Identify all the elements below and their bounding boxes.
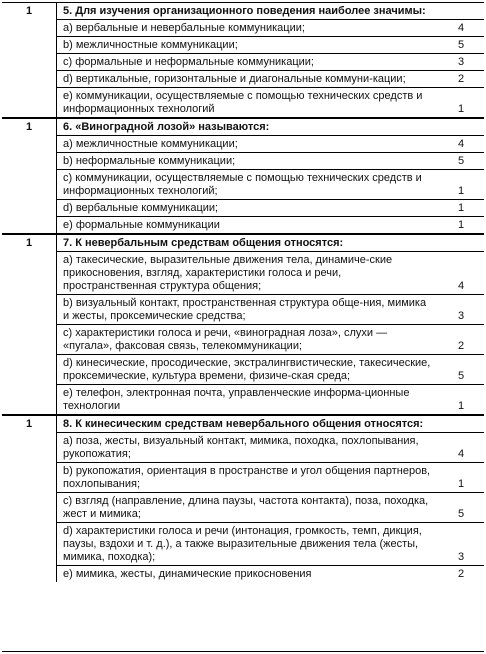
answer-option-score: 1 xyxy=(457,185,465,197)
answer-option-text: e) формальные коммуникации xyxy=(63,219,220,231)
answer-option xyxy=(57,566,484,582)
answer-option-score: 3 xyxy=(457,310,465,322)
answer-option xyxy=(57,252,484,295)
answer-option-score: 5 xyxy=(457,508,465,520)
answer-option xyxy=(57,217,484,233)
test-table xyxy=(2,2,484,652)
answer-option xyxy=(57,200,484,217)
answer-option-score: 3 xyxy=(457,56,465,68)
question-block xyxy=(2,117,484,233)
answer-option xyxy=(57,493,484,523)
answer-option xyxy=(57,20,484,37)
question-body xyxy=(57,416,484,582)
answer-option xyxy=(57,355,484,385)
answer-option-score: 5 xyxy=(457,39,465,51)
answer-option-score: 4 xyxy=(457,138,465,150)
question-title: 5. Для изучения организационного поведения наиболее значимы: xyxy=(57,3,484,20)
answer-option xyxy=(57,153,484,170)
answer-option-text: b) неформальные коммуникации; xyxy=(63,155,236,167)
answer-option-score: 5 xyxy=(457,370,465,382)
answer-option-text: d) вербальные коммуникации; xyxy=(63,202,219,214)
question-weight: 1 xyxy=(2,119,57,233)
question-body xyxy=(57,3,484,117)
question-block xyxy=(2,414,484,582)
answer-option xyxy=(57,325,484,355)
answer-option-text: a) межличностные коммуникации; xyxy=(63,138,238,150)
question-block xyxy=(2,233,484,414)
answer-option xyxy=(57,523,484,566)
answer-option-text: c) формальные и неформальные коммуникации; xyxy=(63,56,314,68)
answer-option-score: 1 xyxy=(457,202,465,214)
answer-option-text: a) вербальные и невербальные коммуникации; xyxy=(63,22,305,34)
question-body xyxy=(57,235,484,414)
answer-option-score: 2 xyxy=(457,568,465,580)
answer-option-text: b) рукопожатия, ориентация в пространстве и угол общения партнеров, похлопывания; xyxy=(63,465,431,490)
answer-option-score: 2 xyxy=(457,340,465,352)
question-weight: 1 xyxy=(2,416,57,582)
answer-option-score: 1 xyxy=(457,103,465,115)
answer-option-score: 5 xyxy=(457,155,465,167)
answer-option xyxy=(57,71,484,88)
answer-option-score: 1 xyxy=(457,478,465,490)
answer-option xyxy=(57,463,484,493)
answer-option-text: a) такесические, выразительные движения тела, динамиче-ские прикосновения, взгляд, характеристики голоса и речи, пространственная структура общения; xyxy=(63,254,393,292)
answer-option-score: 2 xyxy=(457,73,465,85)
answer-option-text: b) межличностные коммуникации; xyxy=(63,39,238,51)
answer-option xyxy=(57,54,484,71)
answer-option xyxy=(57,170,484,200)
question-block xyxy=(2,3,484,117)
answer-option xyxy=(57,136,484,153)
answer-option-text: d) вертикальные, горизонтальные и диагональные коммуни-кации; xyxy=(63,73,406,85)
answer-option-score: 4 xyxy=(457,22,465,34)
answer-option-score: 4 xyxy=(457,280,465,292)
answer-option xyxy=(57,88,484,117)
answer-option-text: e) коммуникации, осуществляемые с помощью технических средств и информационных технологий xyxy=(63,90,423,115)
answer-option-text: d) кинесические, просодические, экстралингвистические, такесические, проксемические, культура времени, физиче-ская среда; xyxy=(63,357,431,382)
answer-option xyxy=(57,295,484,325)
answer-option-score: 4 xyxy=(457,448,465,460)
answer-option-text: e) мимика, жесты, динамические прикосновения xyxy=(63,568,312,580)
answer-option-text: c) коммуникации, осуществляемые с помощью технических средств и информационных технологий; xyxy=(63,172,422,197)
answer-option xyxy=(57,385,484,414)
answer-option-text: c) взгляд (направление, длина паузы, частота контакта), поза, походка, жест и мимика; xyxy=(63,495,429,520)
answer-option-score: 3 xyxy=(457,551,465,563)
answer-option-score: 1 xyxy=(457,400,465,412)
answer-option-text: b) визуальный контакт, пространственная структура обще-ния, мимика и жесты, проксемические средства; xyxy=(63,297,427,322)
question-title: 6. «Виноградной лозой» называются: xyxy=(57,119,484,136)
question-weight: 1 xyxy=(2,235,57,414)
answer-option-text: a) поза, жесты, визуальный контакт, мимика, походка, похлопывания, рукопожатия; xyxy=(63,435,419,460)
answer-option-text: e) телефон, электронная почта, управленческие информа-ционные технологии xyxy=(63,387,410,412)
answer-option xyxy=(57,433,484,463)
question-weight: 1 xyxy=(2,3,57,117)
answer-option-text: d) характеристики голоса и речи (интонация, громкость, темп, дикция, паузы, вздохи и т. д.), а также выразительные движения тела (жесты, мимика, походка); xyxy=(63,525,422,563)
answer-option-score: 1 xyxy=(457,219,465,231)
question-body xyxy=(57,119,484,233)
question-title: 7. К невербальным средствам общения относятся: xyxy=(57,235,484,252)
question-title: 8. К кинесическим средствам невербального общения относятся: xyxy=(57,416,484,433)
answer-option xyxy=(57,37,484,54)
answer-option-text: c) характеристики голоса и речи, «виноградная лоза», слухи — «пугала», факсовая связь, телекоммуникации; xyxy=(63,327,388,352)
